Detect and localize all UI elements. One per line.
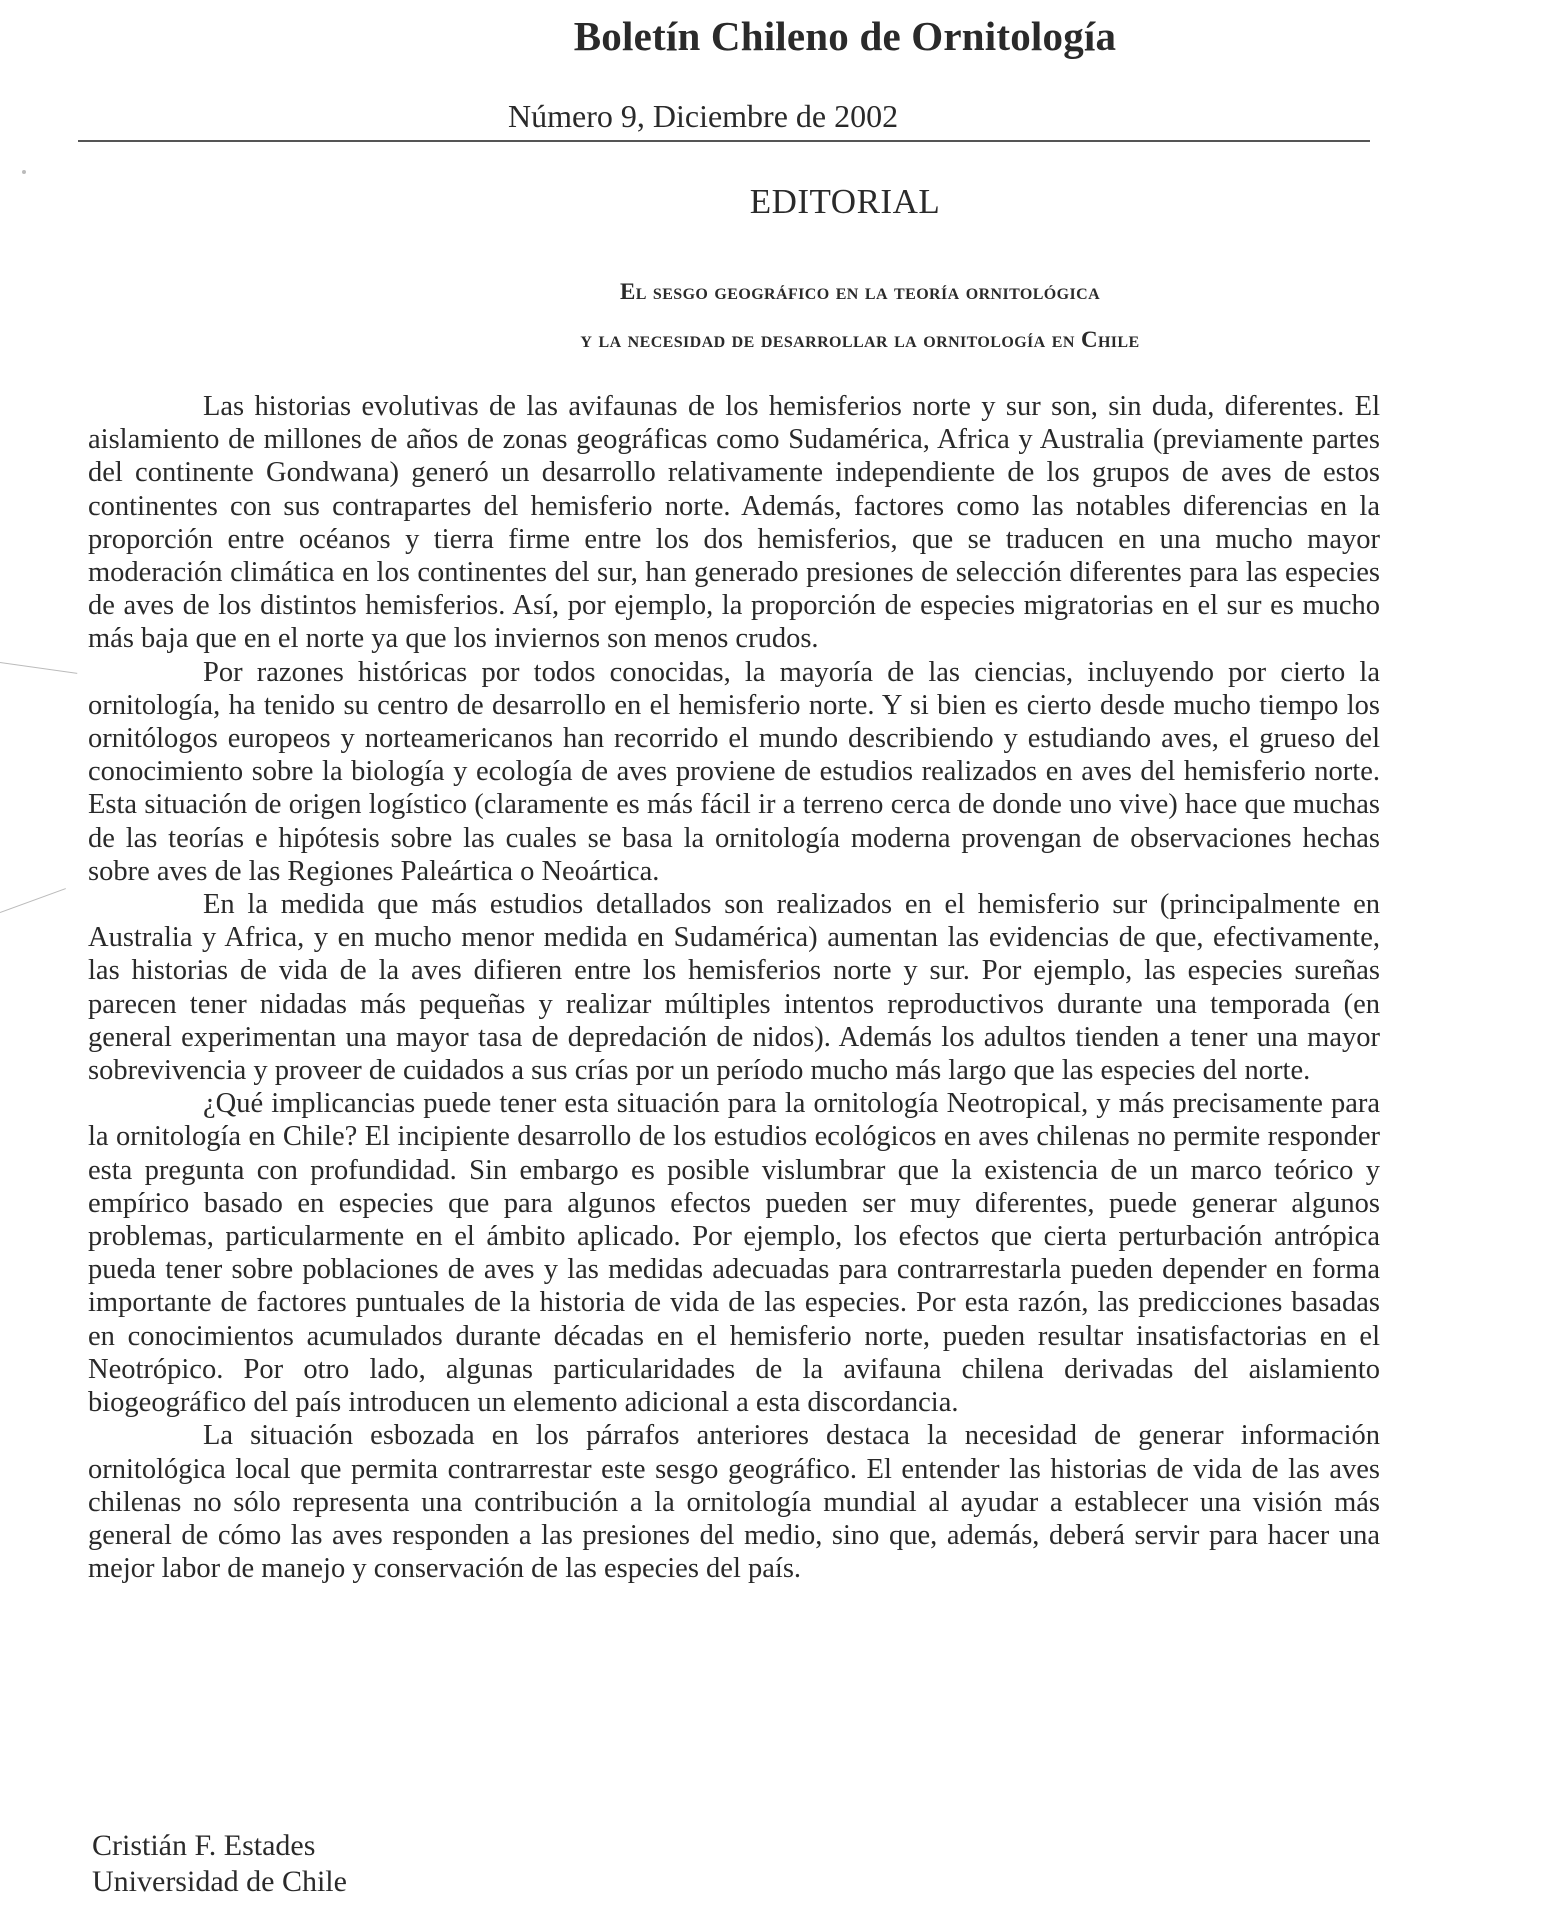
paragraph: ¿Qué implicancias puede tener esta situación para la ornitología Neotropical, y más precisamente para la ornitología en Chile? El incipiente desarrollo de los estudios ecológicos en aves chilenas no permite responder esta pregunta con profundidad. Sin embargo es posible vislumbrar que la existencia de un marco teórico y empírico basado en especies que para algunos efectos pueden ser muy diferentes, puede generar algunos problemas, particularmente en el ámbito aplicado. Por ejemplo, los efectos que cierta perturbación antrópica pueda tener sobre poblaciones de aves y las medidas adecuadas para contrarrestarla pueden depender en forma importante de factores puntuales de la historia de vida de las especies. Por esta razón, las predicciones basadas en conocimientos acumulados durante décadas en el hemisferio norte, pueden resultar insatisfactorias en el Neotrópico. Por otro lado, algunas particularidades de la avifauna chilena derivadas del aislamiento biogeográfico del país introducen un elemento adicional a esta discordancia.: [88, 1088, 1380, 1419]
article-title-line: El sesgo geográfico en la teoría ornitológica: [619, 279, 1101, 304]
signature-block: [92, 1828, 347, 1900]
article-body: [88, 390, 1380, 1585]
paragraph: Por razones históricas por todos conocidas, la mayoría de las ciencias, incluyendo por cierto la ornitología, ha tenido su centro de desarrollo en el hemisferio norte. Y si bien es cierto desde mucho tiempo los ornitólogos europeos y norteamericanos han recorrido el mundo describiendo y estudiando aves, el grueso del conocimiento sobre la biología y ecología de aves proviene de estudios realizados en aves del hemisferio norte. Esta situación de origen logístico (claramente es más fácil ir a terreno cerca de donde uno vive) hace que muchas de las teorías e hipótesis sobre las cuales se basa la ornitología moderna provengan de observaciones hechas sobre aves de las Regiones Paleártica o Neoártica.: [88, 656, 1380, 887]
issue-line: Número 9, Diciembre de 2002: [508, 98, 899, 134]
paragraph: Las historias evolutivas de las avifaunas de los hemisferios norte y sur son, sin duda, diferentes. El aislamiento de millones de años de zonas geográficas como Sudamérica, Africa y Australia (previamente partes del continente Gondwana) generó un desarrollo relativamente independiente de los grupos de aves de estos continentes con sus contrapartes del hemisferio norte. Además, factores como las notables diferencias en la proporción entre océanos y tierra firme entre los dos hemisferios, que se traducen en una mucho mayor moderación climática en los continentes del sur, han generado presiones de selección diferentes para las especies de aves de los distintos hemisferios. Así, por ejemplo, la proporción de especies migratorias en el sur es mucho más baja que en el norte ya que los inviernos son menos crudos.: [88, 391, 1380, 655]
author-affiliation: Universidad de Chile: [92, 1865, 347, 1898]
article-title: [0, 268, 1550, 364]
scan-margin-mark: [0, 662, 77, 674]
article-title-line: y la necesidad de desarrollar la ornitología en Chile: [580, 327, 1140, 352]
paragraph: La situación esbozada en los párrafos anteriores destaca la necesidad de generar información ornitológica local que permita contrarrestar este sesgo geográfico. El entender las historias de vida de las aves chilenas no sólo representa una contribución a la ornitología mundial al ayudar a establecer una visión más general de cómo las aves responden a las presiones del medio, sino que, además, deberá servir para hacer una mejor labor de manejo y conservación de las especies del país.: [88, 1420, 1380, 1585]
journal-title: Boletín Chileno de Ornitología: [573, 13, 1117, 59]
author-name: Cristián F. Estades: [92, 1829, 316, 1862]
scan-margin-mark: [0, 888, 66, 913]
paragraph: En la medida que más estudios detallados son realizados en el hemisferio sur (principalmente en Australia y Africa, y en mucho menor medida en Sudamérica) aumentan las evidencias de que, efectivamente, las historias de vida de la aves difieren entre los hemisferios norte y sur. Por ejemplo, las especies sureñas parecen tener nidadas más pequeñas y realizar múltiples intentos reproductivos durante una temporada (en general experimentan una mayor tasa de depredación de nidos). Además los adultos tienden a tener una mayor sobrevivencia y proveer de cuidados a sus crías por un período mucho más largo que las especies del norte.: [88, 889, 1380, 1087]
section-label: EDITORIAL: [749, 182, 941, 221]
scan-speck: [22, 170, 26, 174]
header-rule: [78, 140, 1370, 142]
